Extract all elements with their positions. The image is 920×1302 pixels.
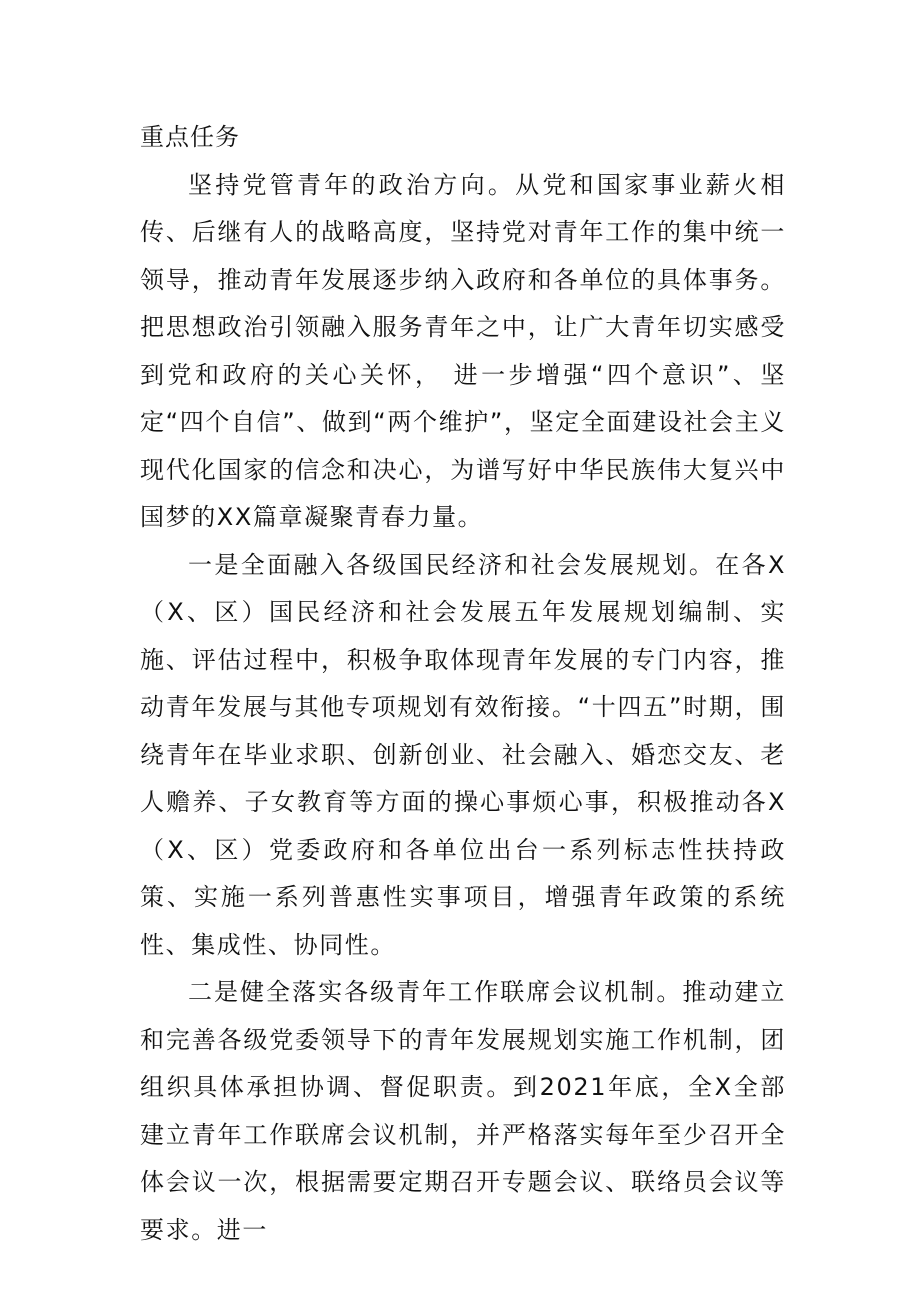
paragraph-development-planning: 一是全面融入各级国民经济和社会发展规划。在各X（X、区）国民经济和社会发展五年发展规划编制、实施、评估过程中，积极争取体现青年发展的专门内容，推动青年发展与其他专项规划有效衔接。“十四五”时期，围绕青年在毕业求职、创新创业、社会融入、婚恋交友、老人赡养、子女教育等方面的操心事烦心事，积极推动各X（X、区）党委政府和各单位出台一系列标志性扶持政策、实施一系列普惠性实事项目，增强青年政策的系统性、集成性、协同性。: [140, 550, 786, 959]
paragraph-joint-meeting-mechanism: 二是健全落实各级青年工作联席会议机制。推动建立和完善各级党委领导下的青年发展规划实施工作机制，团组织具体承担协调、督促职责。到2021年底，全X全部建立青年工作联席会议机制，并严格落实每年至少召开全体会议一次，根据需要定期召开专题会议、联络员会议等要求。进一: [140, 978, 786, 1244]
section-heading: 重点任务: [140, 123, 240, 151]
document-body: [140, 114, 786, 1254]
paragraph-political-direction: 坚持党管青年的政治方向。从党和国家事业薪火相传、后继有人的战略高度，坚持党对青年工作的集中统一领导，推动青年发展逐步纳入政府和各单位的具体事务。把思想政治引领融入服务青年之中，让广大青年切实感受到党和政府的关心关怀， 进一步增强“四个意识”、坚定“四个自信”、做到“两个维护”，坚定全面建设社会主义现代化国家的信念和决心，为谱写好中华民族伟大复兴中国梦的XX篇章凝聚青春力量。: [140, 170, 786, 531]
